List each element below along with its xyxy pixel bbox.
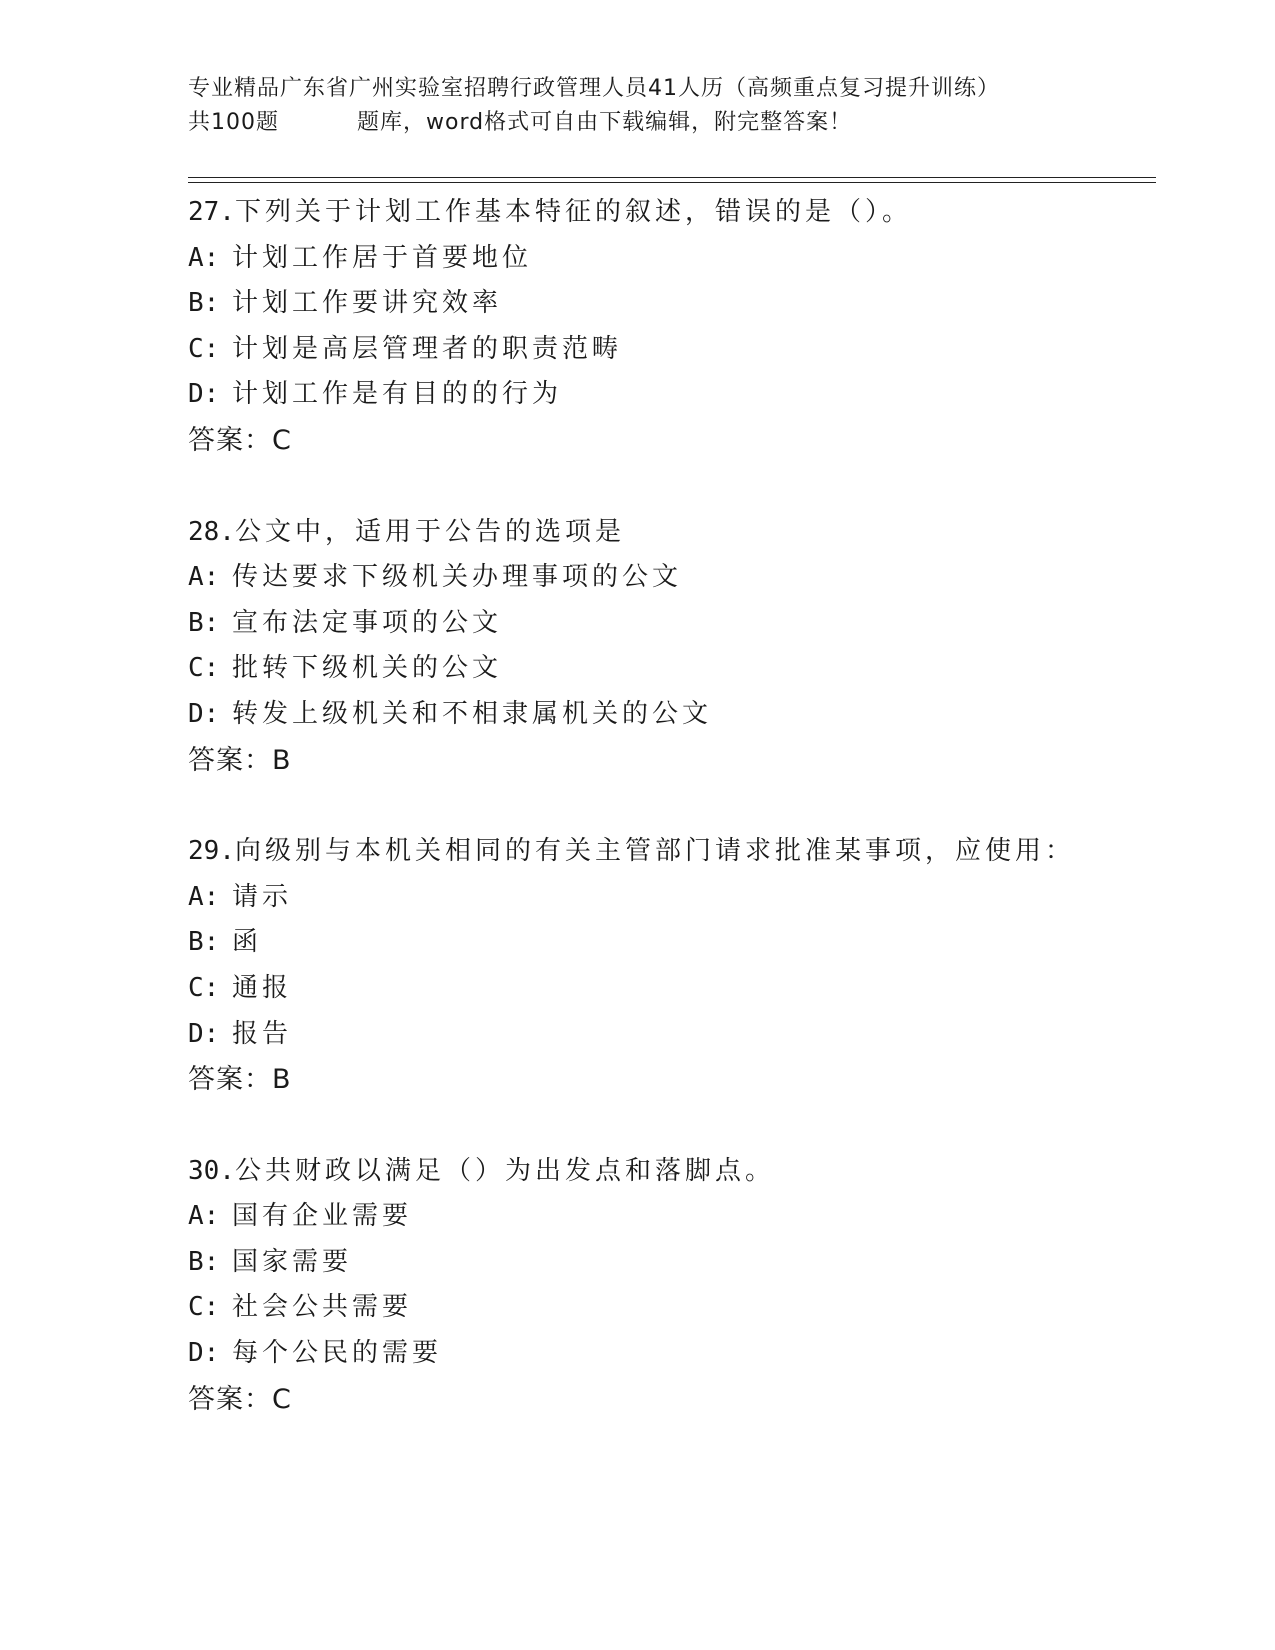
answer: 答案：C	[188, 1383, 292, 1415]
option-d	[188, 1012, 1148, 1058]
option-b	[188, 920, 1148, 966]
option-letter: D:	[188, 1018, 220, 1049]
option-letter: D:	[188, 379, 220, 410]
option-letter: A:	[188, 881, 220, 912]
question-text: 公共财政以满足（）为出发点和落脚点。	[234, 1155, 775, 1186]
option-text: 计划是高层管理者的职责范畴	[232, 333, 623, 364]
option-text: 报告	[232, 1018, 293, 1049]
option-text: 宣布法定事项的公文	[232, 607, 503, 638]
option-text: 传达要求下级机关办理事项的公文	[232, 562, 683, 593]
option-text: 转发上级机关和不相隶属机关的公文	[232, 698, 713, 729]
header-question-count: 共100题	[188, 110, 279, 135]
option-text: 批转下级机关的公文	[232, 653, 503, 684]
question-list	[188, 190, 1148, 1468]
question-28	[188, 510, 1148, 784]
option-c	[188, 966, 1148, 1012]
option-letter: D:	[188, 698, 220, 729]
option-text: 社会公共需要	[232, 1292, 413, 1323]
option-letter: B:	[188, 927, 220, 958]
option-text: 计划工作要讲究效率	[232, 288, 503, 319]
option-letter: C:	[188, 1292, 220, 1323]
question-number: 27.	[188, 197, 235, 227]
option-text: 通报	[232, 972, 293, 1003]
header-subtitle	[188, 106, 1148, 140]
option-text: 每个公民的需要	[232, 1338, 443, 1369]
option-c	[188, 327, 1148, 373]
option-letter: A:	[188, 562, 220, 593]
option-letter: C:	[188, 333, 220, 364]
option-letter: C:	[188, 972, 220, 1003]
option-a	[188, 1194, 1148, 1240]
question-27	[188, 190, 1148, 464]
question-text: 公文中，适用于公告的选项是	[234, 516, 625, 547]
option-a	[188, 236, 1148, 282]
question-stem	[188, 510, 1148, 556]
answer: 答案：B	[188, 1064, 292, 1096]
option-d	[188, 692, 1148, 738]
header-title: 专业精品广东省广州实验室招聘行政管理人员41人历（高频重点复习提升训练）	[188, 76, 1000, 101]
question-text: 下列关于计划工作基本特征的叙述，错误的是（）。	[234, 197, 912, 227]
document-header	[188, 72, 1148, 140]
answer: 答案：B	[188, 744, 292, 776]
header-divider-top	[188, 177, 1156, 178]
option-b	[188, 601, 1148, 647]
header-description: 题库，word格式可自由下载编辑，附完整答案！	[357, 110, 853, 135]
option-text: 计划工作居于首要地位	[232, 242, 533, 273]
question-stem	[188, 829, 1148, 875]
option-text: 计划工作是有目的的行为	[232, 379, 563, 410]
option-a	[188, 555, 1148, 601]
option-d	[188, 372, 1148, 418]
question-30	[188, 1149, 1148, 1423]
option-letter: B:	[188, 607, 220, 638]
option-c	[188, 1285, 1148, 1331]
option-c	[188, 646, 1148, 692]
question-number: 30.	[188, 1155, 235, 1186]
question-number: 29.	[188, 836, 235, 867]
option-letter: D:	[188, 1338, 220, 1369]
question-stem	[188, 1149, 1148, 1195]
option-letter: B:	[188, 1246, 220, 1277]
option-b	[188, 1240, 1148, 1286]
option-letter: A:	[188, 242, 220, 273]
option-letter: B:	[188, 288, 220, 319]
header-divider-bottom	[188, 182, 1156, 183]
question-number: 28.	[188, 516, 235, 547]
question-29	[188, 829, 1148, 1103]
option-letter: A:	[188, 1201, 220, 1232]
option-letter: C:	[188, 653, 220, 684]
option-text: 国家需要	[232, 1246, 353, 1277]
option-text: 请示	[232, 881, 293, 912]
answer: 答案：C	[188, 424, 292, 456]
option-b	[188, 281, 1148, 327]
option-a	[188, 875, 1148, 921]
question-text: 向级别与本机关相同的有关主管部门请求批准某事项，应使用：	[234, 836, 1075, 867]
option-text: 函	[232, 927, 263, 958]
option-text: 国有企业需要	[232, 1201, 413, 1232]
option-d	[188, 1331, 1148, 1377]
question-stem	[188, 190, 1148, 236]
